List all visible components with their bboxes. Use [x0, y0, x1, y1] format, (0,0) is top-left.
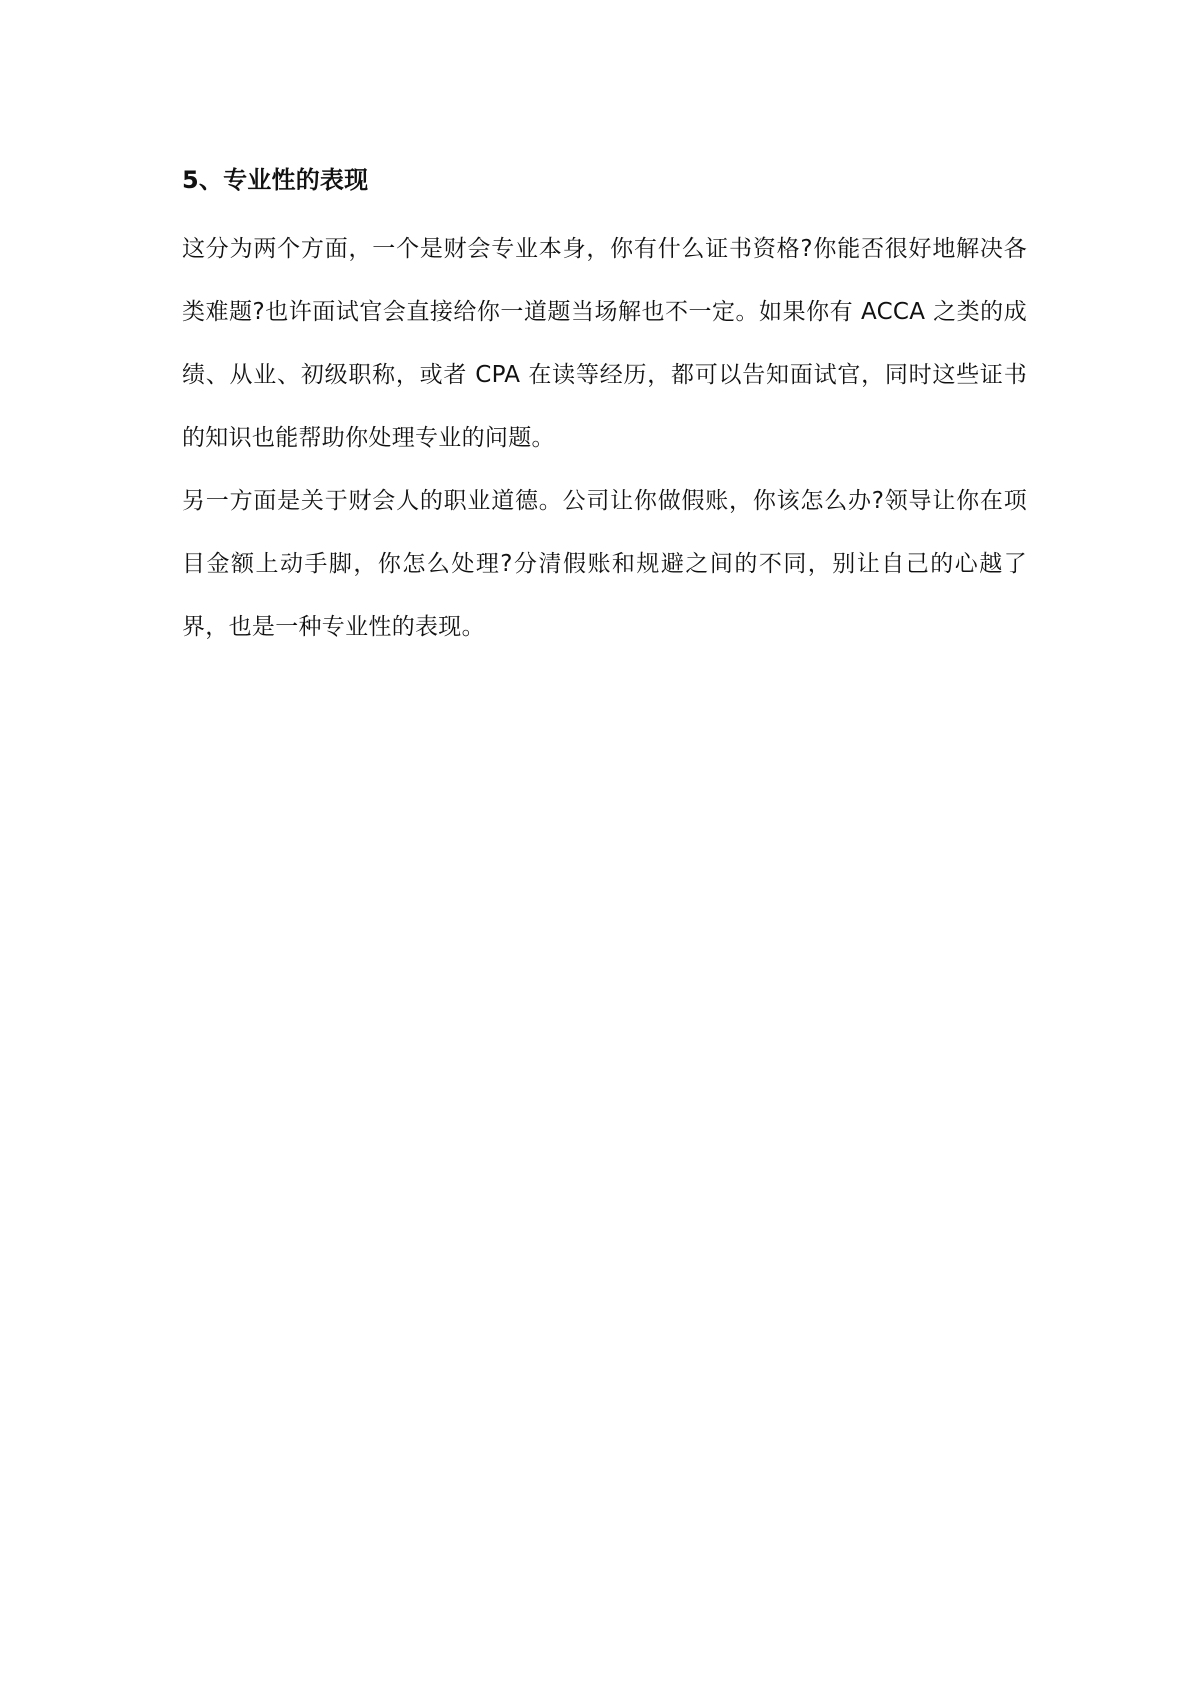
paragraph-professional-ethics: 另一方面是关于财会人的职业道德。公司让你做假账，你该怎么办?领导让你在项目金额上动手脚，你怎么处理?分清假账和规避之间的不同，别让自己的心越了界，也是一种专业性的表现。	[182, 488, 1027, 640]
section-heading: 5、专业性的表现	[182, 166, 369, 194]
paragraph-professional-qualifications: 这分为两个方面，一个是财会专业本身，你有什么证书资格?你能否很好地解决各类难题?也许面试官会直接给你一道题当场解也不一定。如果你有 ACCA 之类的成绩、从业、初级职称，或者 CPA 在读等经历，都可以告知面试官，同时这些证书的知识也能帮助你处理专业的问题。	[182, 236, 1027, 451]
document-body	[182, 160, 1027, 659]
